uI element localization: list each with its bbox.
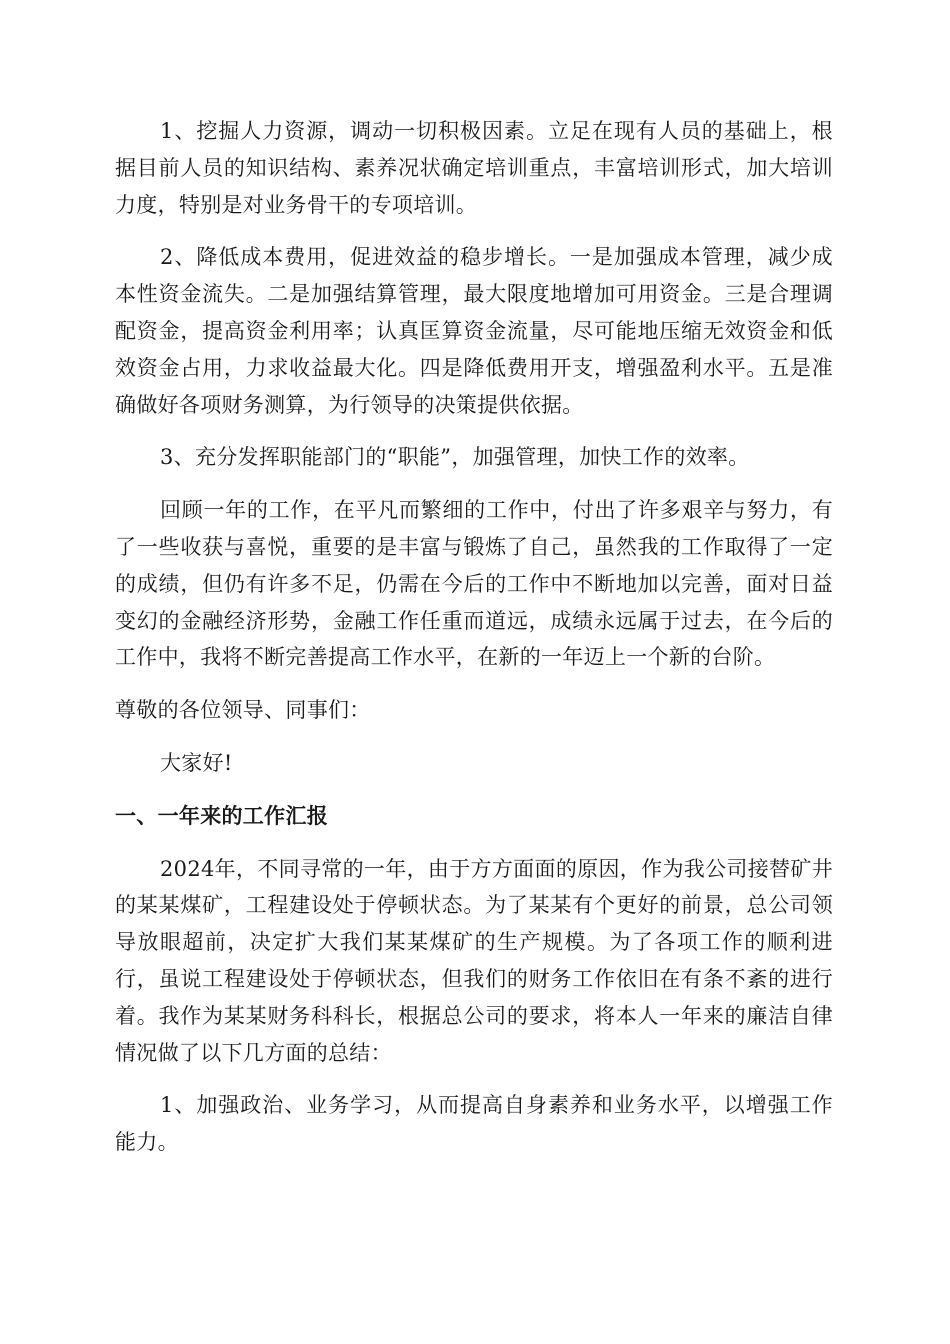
section-heading: 一、一年来的工作汇报 <box>115 803 328 828</box>
paragraph-review: 回顾一年的工作，在平凡而繁细的工作中，付出了许多艰辛与努力，有了一些收获与喜悦，重要的是丰富与锻炼了自己，虽然我的工作取得了一定的成绩，但仍有许多不足，仍需在今后的工作中不断地加以完善，面对日益变幻的金融经济形势，金融工作任重而道远，成绩永远属于过去，在今后的工作中，我将不断完善提高工作水平，在新的一年迈上一个新的台阶。 <box>115 498 833 670</box>
paragraph-work-report: 2024年，不同寻常的一年，由于方方面面的原因，作为我公司接替矿井的某某煤矿，工程建设处于停顿状态。为了某某有个更好的前景，总公司领导放眼超前，决定扩大我们某某煤矿的生产规模。为了各项工作的顺利进行，虽说工程建设处于停顿状态，但我们的财务工作依旧在有条不紊的进行着。我作为某某财务科科长，根据总公司的要求，将本人一年来的廉洁自律情况做了以下几方面的总结： <box>115 856 833 1065</box>
document-page <box>115 113 833 1177</box>
paragraph-cost-reduction: 2、降低成本费用，促进效益的稳步增长。一是加强成本管理，减少成本性资金流失。二是加强结算管理，最大限度地增加可用资金。三是合理调配资金，提高资金利用率；认真匡算资金流量，尽可能地压缩无效资金和低效资金占用，力求收益最大化。四是降低费用开支，增强盈利水平。五是准确做好各项财务测算，为行领导的决策提供依据。 <box>115 245 833 417</box>
greeting: 大家好! <box>160 750 233 775</box>
salutation: 尊敬的各位领导、同事们： <box>115 698 371 723</box>
paragraph-functions: 3、充分发挥职能部门的“职能”，加强管理，加快工作的效率。 <box>160 445 750 470</box>
paragraph-training: 1、挖掘人力资源，调动一切积极因素。立足在现有人员的基础上，根据目前人员的知识结构、素养况状确定培训重点，丰富培训形式，加大培训力度，特别是对业务骨干的专项培训。 <box>115 119 833 217</box>
paragraph-study: 1、加强政治、业务学习，从而提高自身素养和业务水平，以增强工作能力。 <box>115 1093 833 1155</box>
